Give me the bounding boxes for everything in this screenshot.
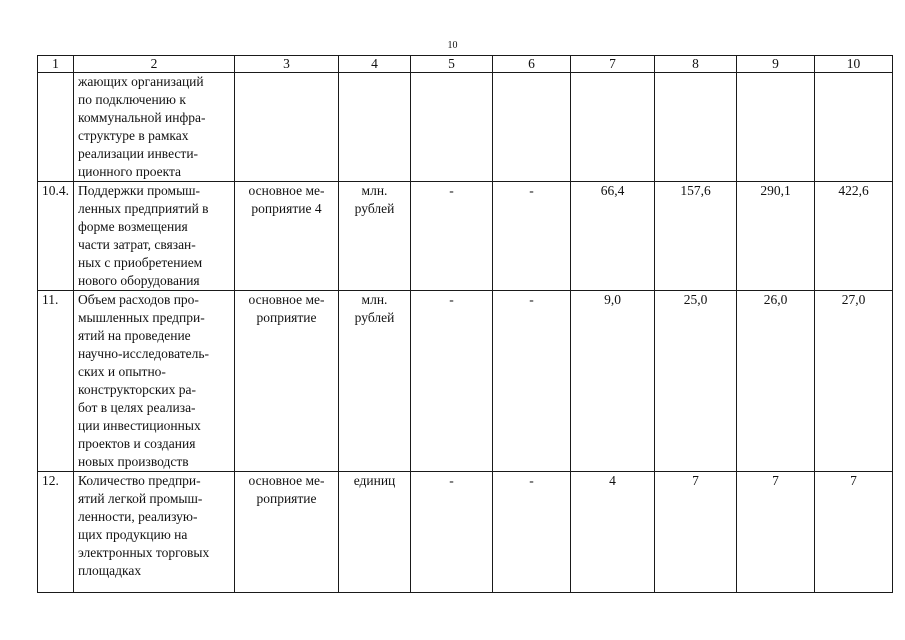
header-cell-5: 5 (411, 56, 493, 73)
value-cell-col8: 157,6 (655, 182, 737, 291)
table-header-row (38, 56, 893, 73)
table-row (38, 182, 893, 291)
unit-cell (339, 182, 411, 291)
header-cell-8: 8 (655, 56, 737, 73)
measure-type-line: основное ме- (248, 473, 325, 488)
indicator-name-line: коммунальной инфра- (78, 110, 206, 125)
header-cell-2: 2 (74, 56, 235, 73)
indicator-name-line: жающих организаций (78, 74, 204, 89)
value-cell-col8: 25,0 (655, 291, 737, 472)
indicator-name-line: по подключению к (78, 92, 186, 107)
indicator-name-line: ных с приобретением (78, 255, 203, 270)
measure-type-cell (235, 291, 339, 472)
value-cell-col9 (737, 73, 815, 182)
value-cell-col8 (655, 73, 737, 182)
value-cell-col10: 422,6 (815, 182, 893, 291)
row-number-cell: 10.4. (38, 182, 74, 291)
indicator-name-line: бот в целях реализа- (78, 400, 196, 415)
measure-type-line: роприятие (256, 310, 317, 325)
value-cell-col5: - (411, 291, 493, 472)
indicator-name-line: ции инвестиционных (78, 418, 201, 433)
value-cell-col10: 7 (815, 472, 893, 593)
measure-type-line: роприятие 4 (251, 201, 322, 216)
value-cell-col7 (571, 73, 655, 182)
indicator-name-line: щих продукцию на (78, 527, 188, 542)
indicator-name-line: ятий на проведение (78, 328, 191, 343)
header-cell-3: 3 (235, 56, 339, 73)
indicator-name-line: научно-исследователь- (78, 346, 210, 361)
indicator-name-line: новых производств (78, 454, 189, 469)
header-cell-10: 10 (815, 56, 893, 73)
measure-type-line: роприятие (256, 491, 317, 506)
indicator-name-line: ленности, реализую- (78, 509, 198, 524)
indicator-name-line: ских и опытно- (78, 364, 166, 379)
table-row (38, 73, 893, 182)
row-number-cell: 11. (38, 291, 74, 472)
unit-cell (339, 73, 411, 182)
measure-type-cell (235, 73, 339, 182)
indicator-name-cell (74, 291, 235, 472)
table-body (38, 56, 893, 593)
unit-line: рублей (354, 310, 395, 325)
indicator-name-cell (74, 73, 235, 182)
measure-type-line: основное ме- (248, 292, 325, 307)
value-cell-col6: - (493, 291, 571, 472)
indicator-name-line: мышленных предпри- (78, 310, 205, 325)
value-cell-col5: - (411, 182, 493, 291)
indicator-name-cell (74, 182, 235, 291)
page-number: 10 (447, 40, 458, 51)
indicator-name-line: проектов и создания (78, 436, 196, 451)
indicators-table (37, 55, 893, 593)
header-cell-6: 6 (493, 56, 571, 73)
value-cell-col9: 7 (737, 472, 815, 593)
unit-line: млн. (361, 292, 388, 307)
unit-line: рублей (354, 201, 395, 216)
value-cell-col5 (411, 73, 493, 182)
value-cell-col6 (493, 73, 571, 182)
value-cell-col7: 4 (571, 472, 655, 593)
measure-type-cell (235, 472, 339, 593)
header-cell-9: 9 (737, 56, 815, 73)
header-cell-7: 7 (571, 56, 655, 73)
indicator-name-line: реализации инвести- (78, 146, 199, 161)
indicator-name-line: электронных торговых (78, 545, 210, 560)
indicator-name-line: площадках (78, 563, 142, 578)
row-number-cell: 12. (38, 472, 74, 593)
value-cell-col9: 26,0 (737, 291, 815, 472)
indicator-name-line: Количество предпри- (78, 473, 201, 488)
row-number-cell (38, 73, 74, 182)
value-cell-col10: 27,0 (815, 291, 893, 472)
indicator-name-line: форме возмещения (78, 219, 188, 234)
indicator-name-line: структуре в рамках (78, 128, 189, 143)
header-cell-1: 1 (38, 56, 74, 73)
measure-type-cell (235, 182, 339, 291)
header-cell-4: 4 (339, 56, 411, 73)
indicator-name-line: Поддержки промыш- (78, 183, 201, 198)
value-cell-col8: 7 (655, 472, 737, 593)
indicator-name-cell (74, 472, 235, 593)
value-cell-col7: 66,4 (571, 182, 655, 291)
value-cell-col7: 9,0 (571, 291, 655, 472)
value-cell-col5: - (411, 472, 493, 593)
measure-type-line: основное ме- (248, 183, 325, 198)
value-cell-col6: - (493, 472, 571, 593)
indicator-name-line: ционного проекта (78, 164, 182, 179)
indicator-name-line: ятий легкой промыш- (78, 491, 203, 506)
indicator-name-line: Объем расходов про- (78, 292, 199, 307)
unit-line: единиц (353, 473, 396, 488)
indicator-name-line: части затрат, связан- (78, 237, 196, 252)
indicator-name-line: конструкторских ра- (78, 382, 196, 397)
indicator-name-line: нового оборудования (78, 273, 200, 288)
indicator-name-line: ленных предприятий в (78, 201, 209, 216)
unit-line: млн. (361, 183, 388, 198)
value-cell-col10 (815, 73, 893, 182)
unit-cell (339, 472, 411, 593)
value-cell-col6: - (493, 182, 571, 291)
table-row (38, 291, 893, 472)
table-row (38, 472, 893, 593)
value-cell-col9: 290,1 (737, 182, 815, 291)
unit-cell (339, 291, 411, 472)
